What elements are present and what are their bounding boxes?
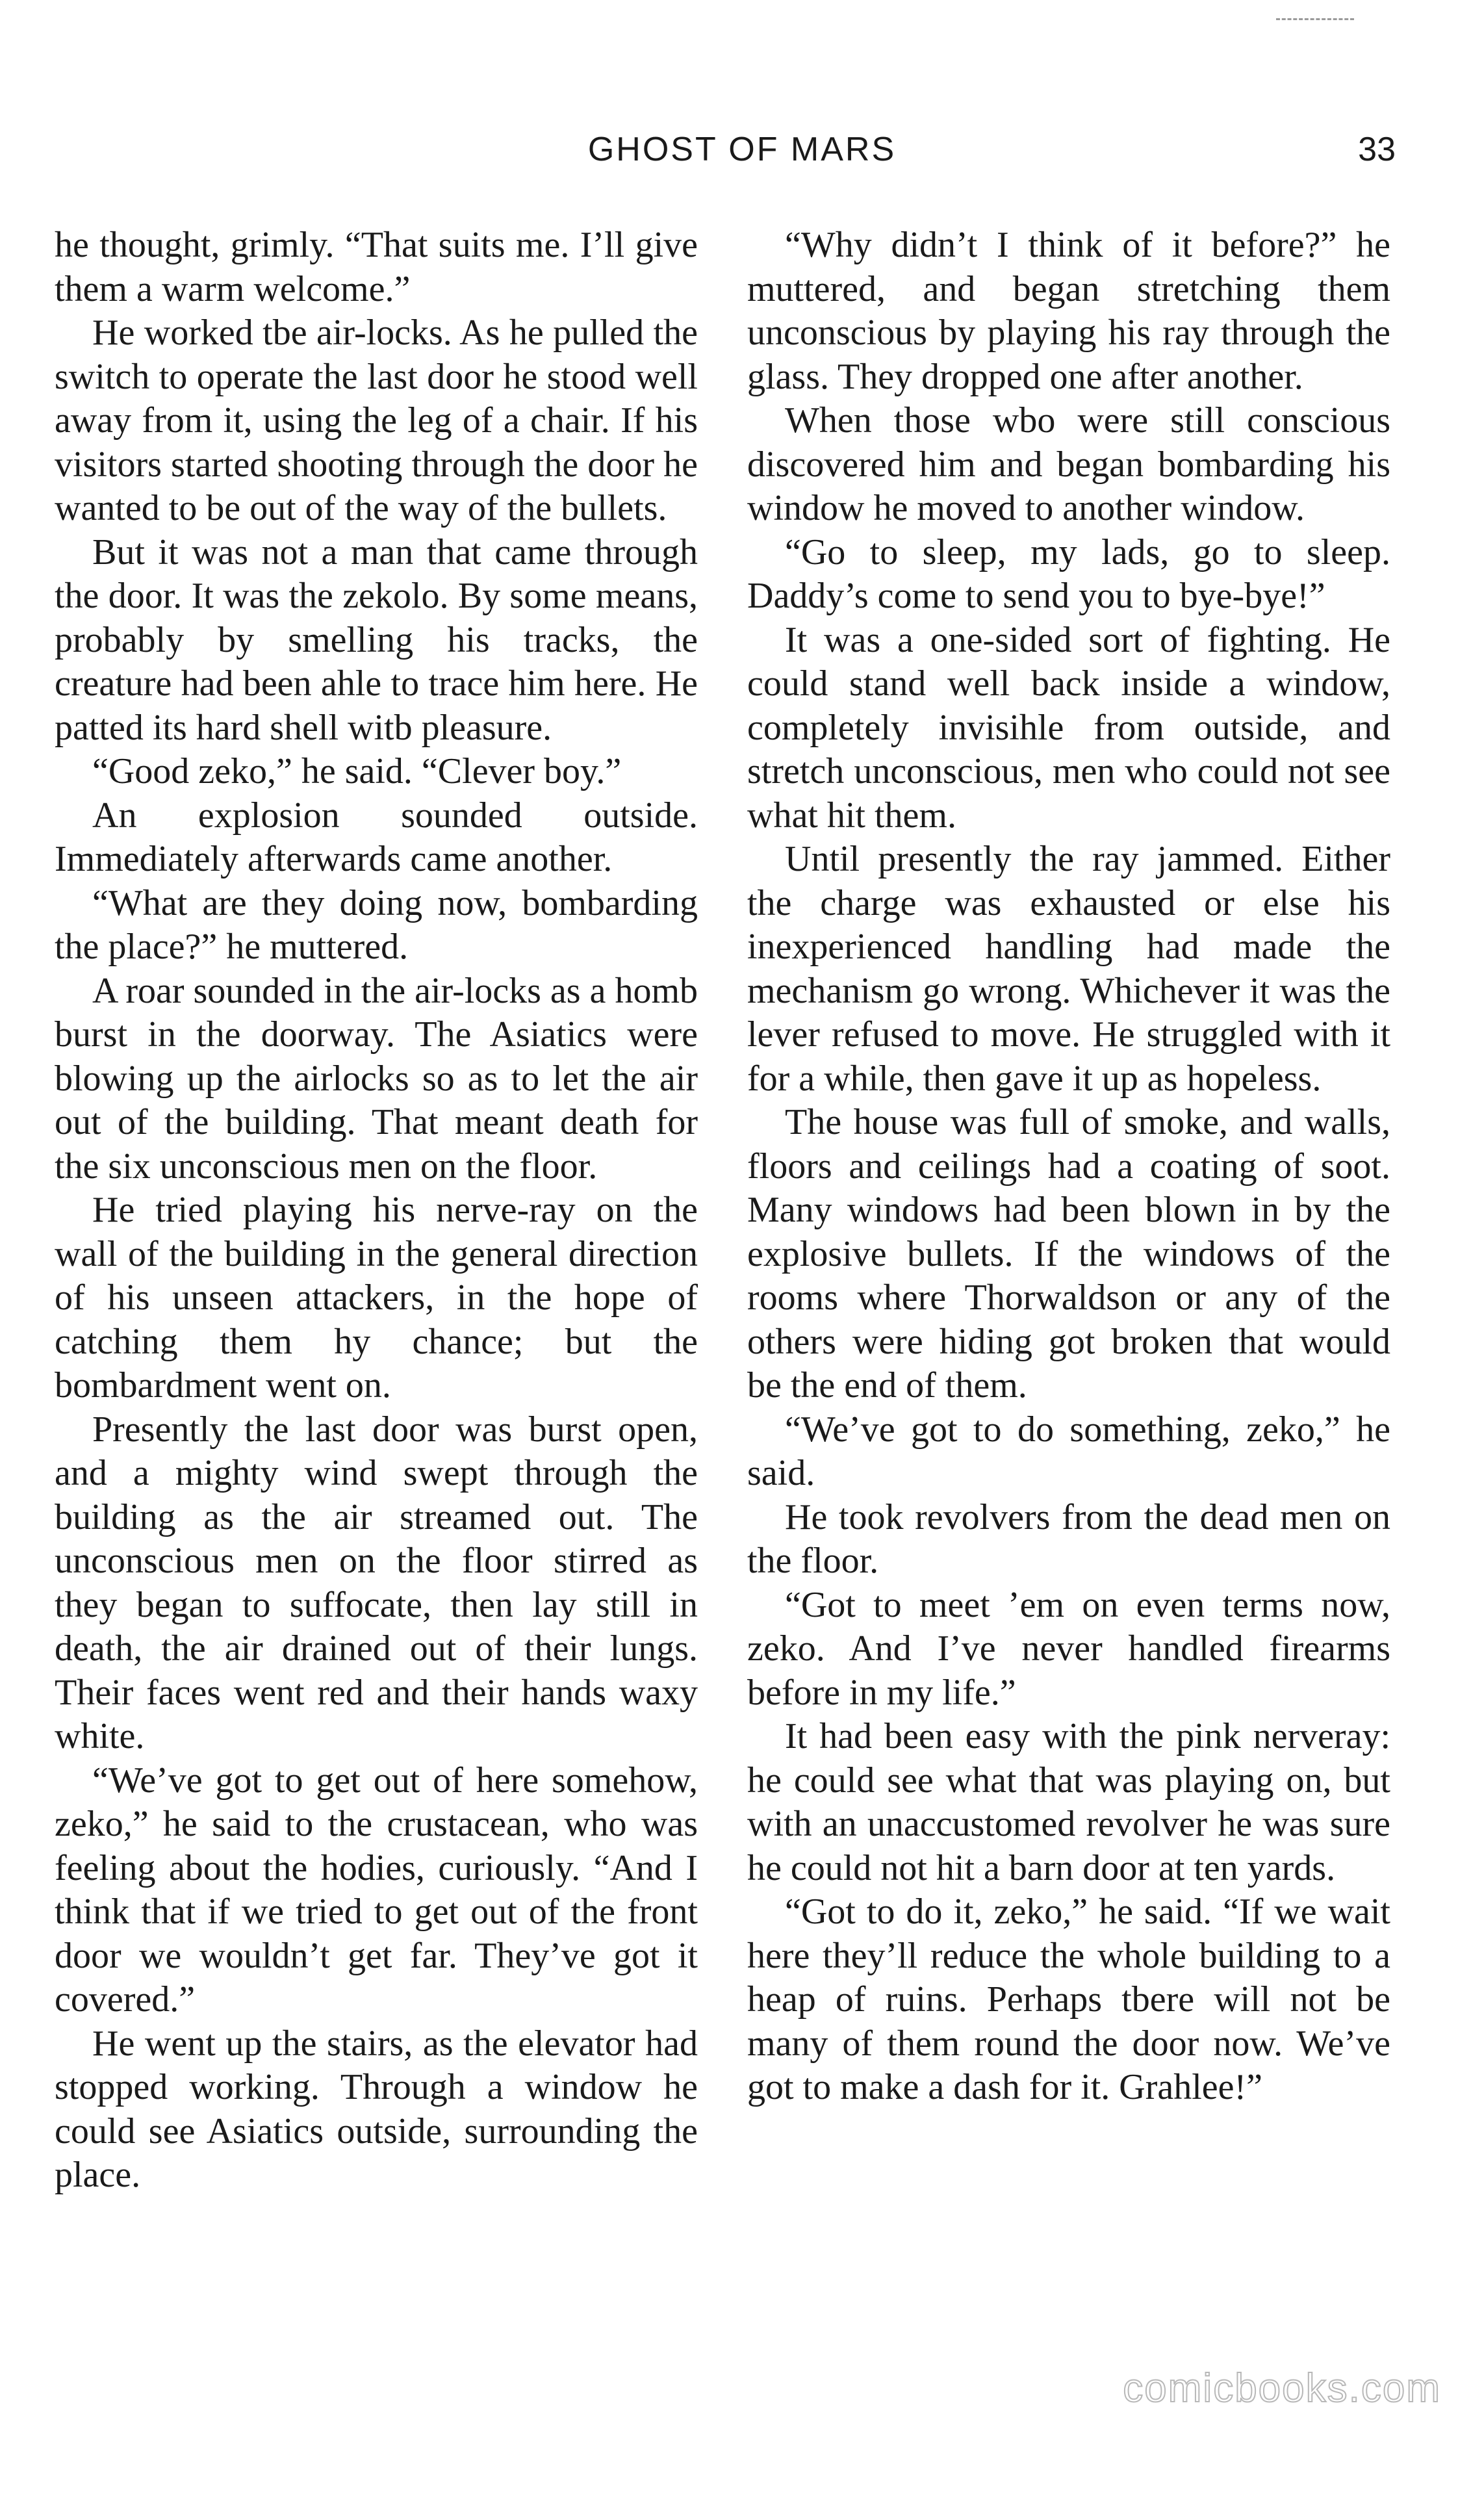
- paragraph: The house was full of smoke, and walls, floors and ceilings had a coating of soot. Many windows had been blown in by the explosive bullets. If the windows of the rooms where Thorwaldson or any of the others were hiding got broken that would be the end of them.: [747, 1102, 1390, 1406]
- paragraph: He worked tbe air-locks. As he pulled the switch to operate the last door he stood well away from it, using the leg of a chair. If his visitors started shooting through the door he wanted to be out of the way of the bullets.: [55, 313, 698, 528]
- page-header: [0, 130, 1484, 188]
- paragraph: he thought, grimly. “That suits me. I’ll give them a warm welcome.”: [55, 225, 698, 309]
- paragraph: Until presently the ray jammed. Either the charge was exhausted or else his inexperienced handling had made the mechanism go wrong. Whichever it was the lever refused to move. He struggled with it for a while, then gave it up as hopeless.: [747, 839, 1390, 1099]
- paragraph: “Why didn’t I think of it before?” he muttered, and began stretching them unconscious by playing his ray through the glass. They dropped one after another.: [747, 225, 1390, 397]
- paragraph: It had been easy with the pink nerveray: he could see what that was playing on, but with an unaccustomed revolver he was sure he could not hit a barn door at ten yards.: [747, 1716, 1390, 1888]
- watermark: comicbooks.com: [1123, 2366, 1441, 2411]
- paragraph: “Go to sleep, my lads, go to sleep. Daddy’s come to send you to bye-bye!”: [747, 532, 1390, 616]
- paragraph: He took revolvers from the dead men on the floor.: [747, 1496, 1390, 1581]
- paragraph: “Got to do it, zeko,” he said. “If we wait here they’ll reduce the whole building to a heap of ruins. Perhaps tbere will not be many of them round the door now. We’ve got to make a dash for it. Grahlee!”: [747, 1892, 1390, 2107]
- paragraph: “We’ve got to do something, zeko,” he said.: [747, 1409, 1390, 1493]
- paragraph: He tried playing his nerve-ray on the wall of the building in the general direction of his unseen attackers, in the hope of catching them hy chance; but the bombardment went on.: [55, 1190, 698, 1406]
- paragraph: “Got to meet ’em on even terms now, zeko. And I’ve never handled firearms before in my life.”: [747, 1584, 1390, 1713]
- paragraph: “We’ve got to get out of here somehow, zeko,” he said to the crustacean, who was feeling about the hodies, curiously. “And I think that if we tried to get out of the front door we wouldn’t get far. They’ve got it covered.”: [55, 1760, 698, 2020]
- left-column: [55, 224, 698, 2198]
- paragraph: But it was not a man that came through the door. It was the zekolo. By some means, probably by smelling his tracks, the creature had been ahle to trace him here. He patted its hard shell witb pleasure.: [55, 532, 698, 748]
- scan-mark: [1276, 18, 1354, 23]
- paragraph: When those wbo were still conscious discovered him and began bombarding his window he moved to another window.: [747, 400, 1390, 528]
- paragraph: He went up the stairs, as the elevator had stopped working. Through a window he could see Asiatics outside, surrounding the place.: [55, 2023, 698, 2195]
- paragraph: It was a one-sided sort of fighting. He could stand well back inside a window, completely invisihle from outside, and stretch unconscious, men who could not see what hit them.: [747, 619, 1390, 836]
- paragraph: An explosion sounded outside. Immediately afterwards came another.: [55, 795, 698, 879]
- paragraph: “What are they doing now, bombarding the place?” he muttered.: [55, 882, 698, 967]
- running-head: GHOST OF MARS: [587, 131, 897, 168]
- right-column: [747, 224, 1390, 2110]
- paragraph: “Good zeko,” he said. “Clever boy.”: [92, 751, 622, 791]
- paragraph: Presently the last door was burst open, and a mighty wind swept through the building as the air streamed out. The unconscious men on the floor stirred as they began to suffocate, then lay still in death, the air drained out of their lungs. Their faces went red and their hands waxy white.: [55, 1409, 698, 1756]
- paragraph: A roar sounded in the air-locks as a homb burst in the doorway. The Asiatics were blowing up the airlocks so as to let the air out of the building. That meant death for the six unconscious men on the floor.: [55, 970, 698, 1187]
- page-number: 33: [1358, 131, 1396, 168]
